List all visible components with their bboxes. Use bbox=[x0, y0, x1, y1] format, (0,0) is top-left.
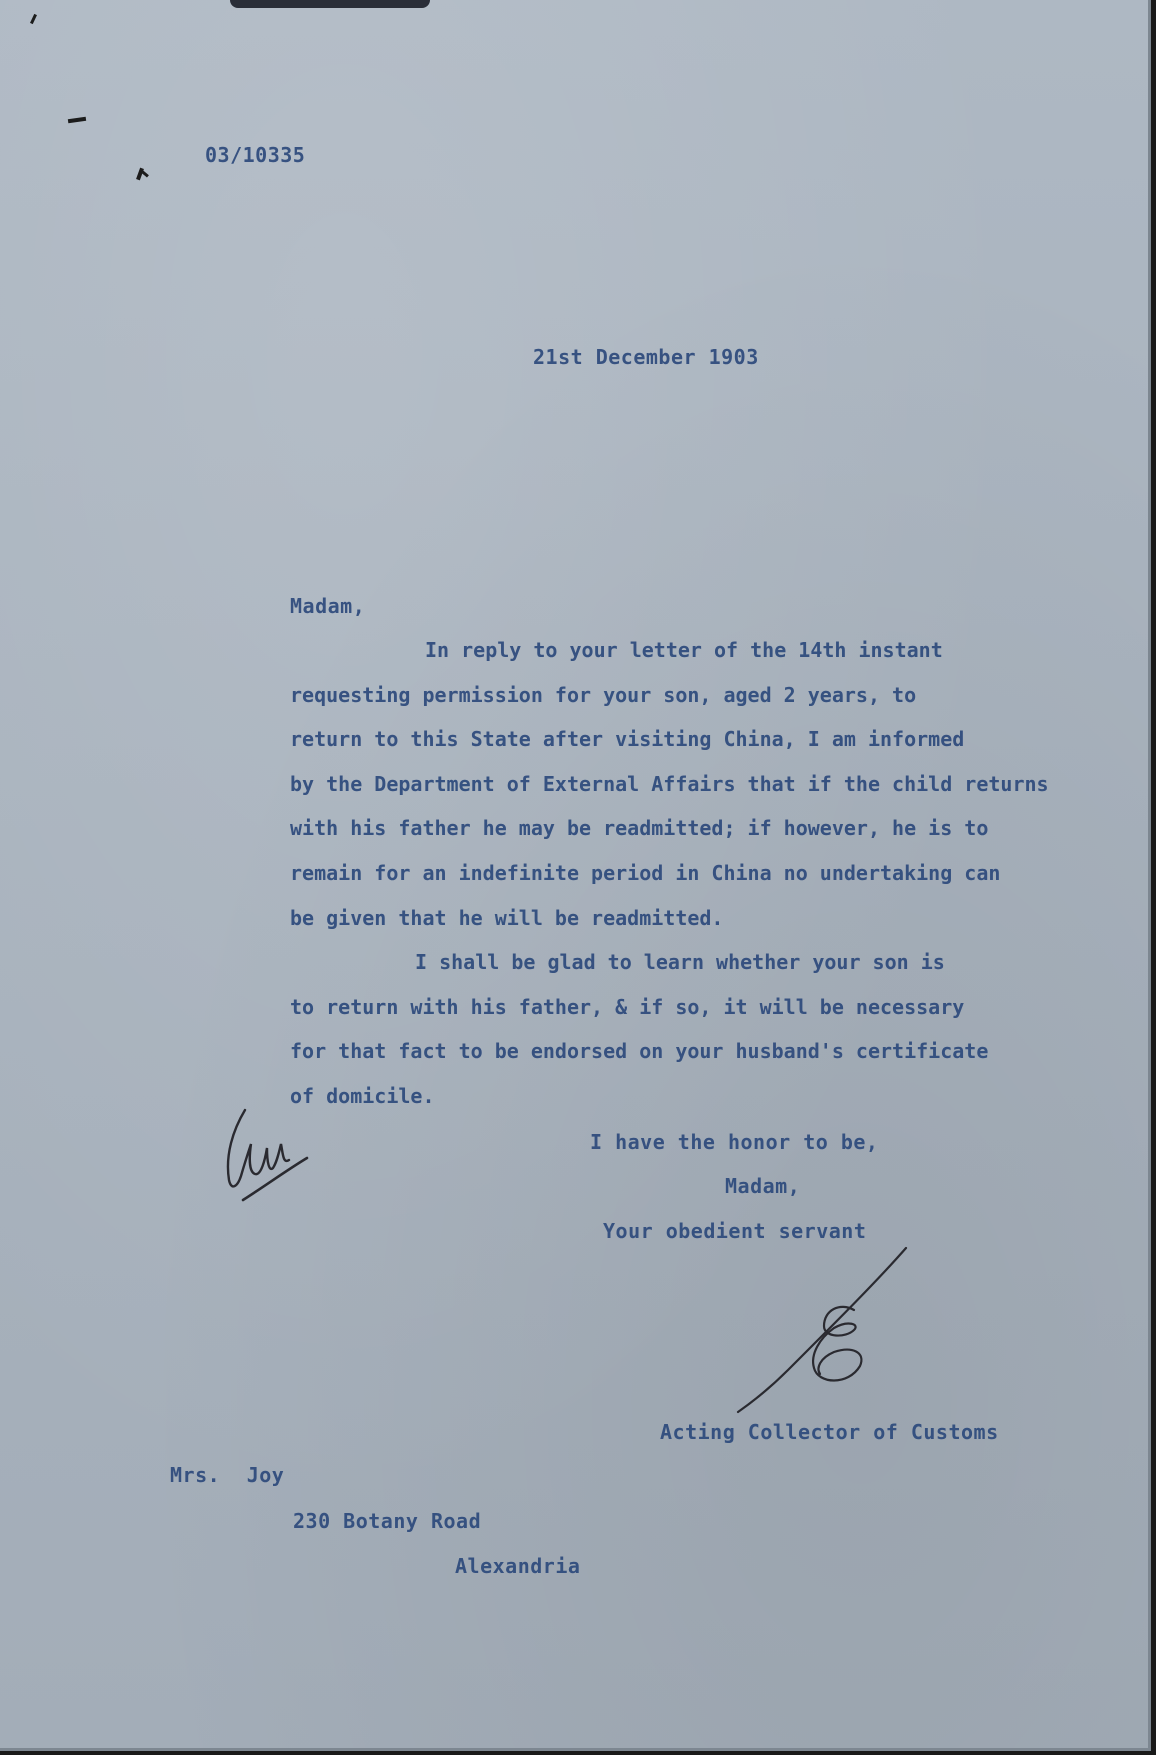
addressee-street: 230 Botany Road bbox=[293, 1509, 482, 1533]
body-line: for that fact to be endorsed on your husband's certificate bbox=[290, 1039, 989, 1064]
stray-mark bbox=[68, 117, 86, 123]
body-line: I shall be glad to learn whether your son is bbox=[415, 950, 945, 975]
body-line: requesting permission for your son, aged 2 years, to bbox=[290, 682, 917, 707]
reference-number: 03/10335 bbox=[205, 143, 306, 167]
stray-mark bbox=[30, 14, 37, 24]
closing-line-3: Your obedient servant bbox=[603, 1219, 867, 1243]
closing-line-1: I have the honor to be, bbox=[590, 1130, 879, 1154]
addressee-name: Mrs. Joy bbox=[170, 1463, 285, 1487]
letter-date: 21st December 1903 bbox=[533, 345, 759, 369]
letter-body bbox=[290, 628, 1130, 1119]
body-line: to return with his father, & if so, it will be necessary bbox=[290, 994, 965, 1019]
body-line: return to this State after visiting China, I am informed bbox=[290, 727, 965, 752]
stray-mark bbox=[140, 169, 149, 177]
body-line: be given that he will be readmitted. bbox=[290, 905, 724, 930]
body-line: with his father he may be readmitted; if however, he is to bbox=[290, 816, 989, 841]
body-line: remain for an indefinite period in China no undertaking can bbox=[290, 860, 1001, 885]
page-edge-shadow bbox=[230, 0, 430, 8]
signature bbox=[728, 1240, 918, 1430]
body-line: of domicile. bbox=[290, 1083, 435, 1108]
addressee-suburb: Alexandria bbox=[455, 1554, 581, 1578]
closing-line-2: Madam, bbox=[725, 1174, 801, 1198]
salutation: Madam, bbox=[290, 594, 366, 618]
signatory-title: Acting Collector of Customs bbox=[660, 1420, 999, 1444]
body-line: by the Department of External Affairs that if the child returns bbox=[290, 771, 1049, 796]
body-line: In reply to your letter of the 14th instant bbox=[425, 638, 943, 662]
